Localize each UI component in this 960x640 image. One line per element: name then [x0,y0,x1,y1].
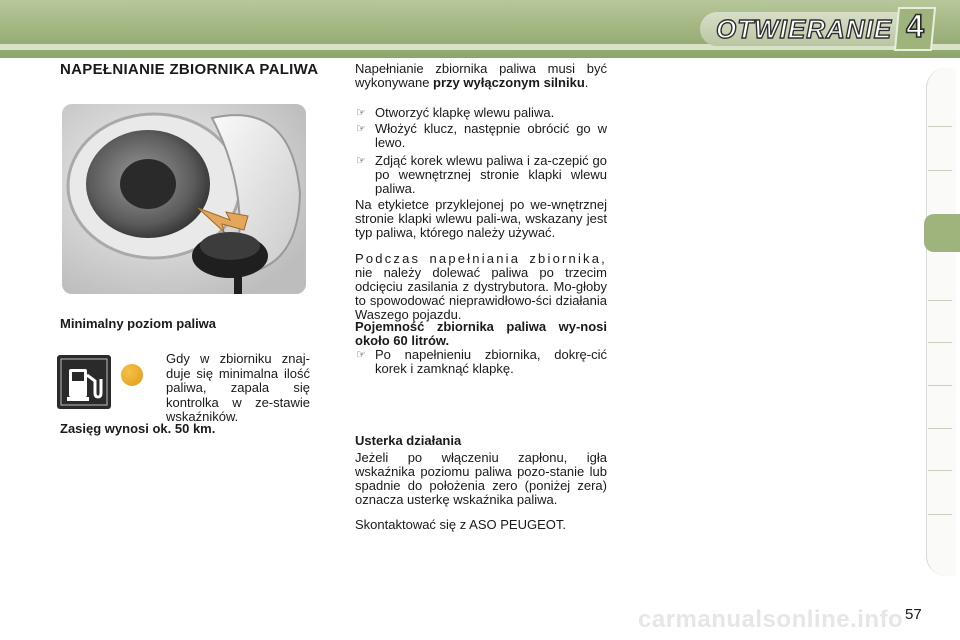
rail-tab[interactable] [928,300,952,301]
tank-capacity: Pojemność zbiornika paliwa wy-nosi około 60 litrów. [355,319,607,348]
intro-end: . [584,75,589,90]
fuel-pump-icon [57,355,111,409]
fuel-cap-photo [62,104,306,294]
step-text: Włożyć klucz, następnie obrócić go w lewo. [375,121,607,150]
chapter-rail [926,68,956,576]
section-title: NAPEŁNIANIE ZBIORNIKA PALIWA [60,61,319,78]
step-text: Otworzyć klapkę wlewu paliwa. [375,105,555,120]
warning-lamp-icon [121,364,143,386]
step-text: Zdjąć korek wlewu paliwa i za-czepić go po wewnętrznej stronie klapki wlewu paliwa. [375,153,607,196]
fault-text: Jeżeli po włączeniu zapłonu, igła wskaźnika poziomu paliwa pozo-stanie lub spadnie do położenia zero (poniżej zera) oznacza usterkę wskaźnika paliwa. [355,450,607,507]
final-step [355,348,607,376]
rail-tab[interactable] [928,428,952,429]
page-number: 57 [905,606,922,623]
refuel-rest: nie należy dolewać paliwa po trzecim odcięciu zasilania z dystrybutora. Mo-głoby to spowodować nieprawidłowo-ści działania Waszego pojazdu. [355,265,607,322]
rail-tab[interactable] [928,126,952,127]
intro-plain: Napełnianie zbiornika paliwa musi być wykonywane [355,61,607,90]
refuel-paragraph [355,252,607,322]
warning-text: Gdy w zbiorniku znaj-duje się minimalna ilość paliwa, zapala się kontrolka w ze-stawie wskaźników. [166,351,310,424]
chapter-number: 4 [906,8,924,44]
pointing-hand-icon: ☞ [356,155,366,167]
step-3 [355,154,607,196]
rail-tab[interactable] [928,514,952,515]
rail-tab-active[interactable] [924,214,960,252]
contact-text: Skontaktować się z ASO PEUGEOT. [355,517,566,532]
pointing-hand-icon: ☞ [356,349,366,361]
rail-tab[interactable] [928,470,952,471]
step-2 [355,122,607,150]
rail-tab[interactable] [928,385,952,386]
fault-title: Usterka działania [355,433,462,448]
rail-tab[interactable] [928,342,952,343]
chapter-title: OTWIERANIE [716,14,893,44]
caption-min-fuel: Minimalny poziom paliwa [60,316,217,331]
pointing-hand-icon: ☞ [356,107,366,119]
range-text: Zasięg wynosi ok. 50 km. [60,421,216,436]
rail-tab[interactable] [928,170,952,171]
pointing-hand-icon: ☞ [356,123,366,135]
watermark: carmanualsonline.info [638,606,904,633]
intro-paragraph [355,62,607,90]
label-note: Na etykietce przyklejonej po we-wnętrznej stronie klapki wlewu pali-wa, wskazany jest typ paliwa, którego należy używać. [355,197,607,240]
step-text: Po napełnieniu zbiornika, dokrę-cić korek i zamknąć klapkę. [375,347,607,376]
intro-bold: przy wyłączonym silniku [433,75,585,90]
refuel-lead: Podczas napełniania zbiornika, [355,251,607,266]
step-1 [355,106,607,120]
